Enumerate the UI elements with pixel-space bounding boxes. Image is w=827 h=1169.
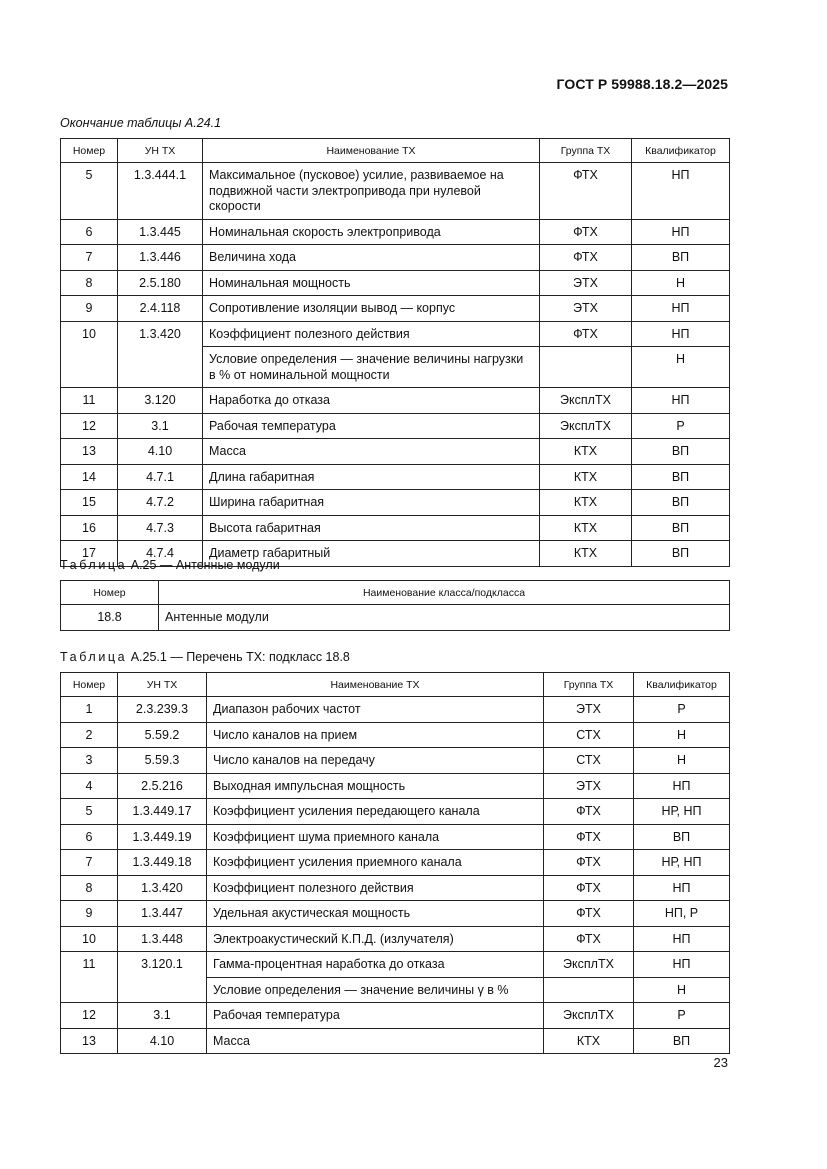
cell-condition-qualifier: Н — [634, 977, 730, 1003]
table-row — [61, 1028, 730, 1054]
cell-qualifier: Р — [634, 1003, 730, 1029]
cell-code: 1.3.447 — [118, 901, 207, 927]
cell-code: 5.59.2 — [118, 722, 207, 748]
table-a24-1 — [60, 138, 730, 567]
cell-name: Коэффициент полезного действия — [203, 321, 540, 347]
cell-number: 9 — [61, 901, 118, 927]
cell-group: ЭТХ — [540, 296, 632, 322]
cell-condition-qualifier: Н — [632, 347, 730, 388]
cell-qualifier: НП — [632, 321, 730, 347]
cell-group: КТХ — [540, 464, 632, 490]
table-row — [61, 388, 730, 414]
col-header-code: УН ТХ — [118, 139, 203, 163]
cell-name: Рабочая температура — [203, 413, 540, 439]
cell-group: СТХ — [544, 722, 634, 748]
col-header-number: Номер — [61, 581, 159, 605]
table-a25 — [60, 580, 730, 631]
cell-code: 4.10 — [118, 1028, 207, 1054]
cell-group: ЭксплТХ — [544, 952, 634, 978]
cell-name: Номинальная мощность — [203, 270, 540, 296]
cell-group: КТХ — [540, 490, 632, 516]
cell-name: Диаметр габаритный — [203, 541, 540, 567]
cell-code: 4.10 — [118, 439, 203, 465]
table-row — [61, 799, 730, 825]
cell-number: 15 — [61, 490, 118, 516]
cell-number: 7 — [61, 245, 118, 271]
cell-number: 8 — [61, 270, 118, 296]
cell-number: 8 — [61, 875, 118, 901]
table-row — [61, 773, 730, 799]
col-header-number: Номер — [61, 673, 118, 697]
cell-group: ФТХ — [544, 799, 634, 825]
table-row — [61, 748, 730, 774]
table-row — [61, 605, 730, 631]
cell-name: Величина хода — [203, 245, 540, 271]
cell-qualifier: НП — [634, 875, 730, 901]
cell-group: ФТХ — [544, 901, 634, 927]
table-header-row — [61, 581, 730, 605]
cell-number: 13 — [61, 1028, 118, 1054]
cell-group: ФТХ — [544, 875, 634, 901]
cell-condition-group — [540, 347, 632, 388]
page-number: 23 — [713, 1055, 728, 1070]
cell-name: Ширина габаритная — [203, 490, 540, 516]
cell-qualifier: НП, Р — [634, 901, 730, 927]
cell-group: ФТХ — [540, 245, 632, 271]
cell-group: ЭТХ — [544, 773, 634, 799]
cell-number: 12 — [61, 413, 118, 439]
cell-code: 1.3.420 — [118, 875, 207, 901]
cell-qualifier: ВП — [632, 439, 730, 465]
table3-caption — [60, 650, 350, 664]
cell-qualifier: Н — [632, 270, 730, 296]
col-header-code: УН ТХ — [118, 673, 207, 697]
cell-group: ЭксплТХ — [540, 388, 632, 414]
cell-code: 1.3.420 — [118, 321, 203, 388]
cell-number: 5 — [61, 163, 118, 220]
cell-qualifier: НР, НП — [634, 850, 730, 876]
cell-number: 10 — [61, 321, 118, 388]
cell-number: 1 — [61, 697, 118, 723]
cell-condition-group — [544, 977, 634, 1003]
table2-caption — [60, 558, 280, 572]
cell-name: Номинальная скорость электропривода — [203, 219, 540, 245]
cell-number: 2 — [61, 722, 118, 748]
table-row — [61, 850, 730, 876]
table-a25-1 — [60, 672, 730, 1054]
cell-code: 1.3.444.1 — [118, 163, 203, 220]
table-row — [61, 413, 730, 439]
cell-name: Электроакустический К.П.Д. (излучателя) — [207, 926, 544, 952]
table-row — [61, 245, 730, 271]
table-row — [61, 296, 730, 322]
cell-code: 3.120.1 — [118, 952, 207, 1003]
cell-name: Коэффициент шума приемного канала — [207, 824, 544, 850]
cell-name: Максимальное (пусковое) усилие, развиваемое на подвижной части электропривода при нулевой скорости — [203, 163, 540, 220]
cell-code: 3.1 — [118, 413, 203, 439]
cell-number: 13 — [61, 439, 118, 465]
cell-number: 6 — [61, 219, 118, 245]
cell-condition-name: Условие определения — значение величины γ в % — [207, 977, 544, 1003]
table-row — [61, 901, 730, 927]
table2-caption-rest: А.25 — Антенные модули — [130, 558, 280, 572]
cell-group: СТХ — [544, 748, 634, 774]
cell-code: 4.7.3 — [118, 515, 203, 541]
cell-number: 5 — [61, 799, 118, 825]
cell-code: 2.3.239.3 — [118, 697, 207, 723]
cell-qualifier: НП — [634, 926, 730, 952]
cell-number: 16 — [61, 515, 118, 541]
cell-name: Длина габаритная — [203, 464, 540, 490]
col-header-qualifier: Квалификатор — [632, 139, 730, 163]
cell-number: 3 — [61, 748, 118, 774]
table-row — [61, 490, 730, 516]
cell-name: Число каналов на передачу — [207, 748, 544, 774]
cell-number: 6 — [61, 824, 118, 850]
cell-group: КТХ — [540, 439, 632, 465]
table3-caption-rest: А.25.1 — Перечень ТХ: подкласс 18.8 — [130, 650, 350, 664]
table-row — [61, 1003, 730, 1029]
table-row — [61, 697, 730, 723]
cell-qualifier: НП — [632, 388, 730, 414]
cell-group: ФТХ — [540, 163, 632, 220]
cell-name: Диапазон рабочих частот — [207, 697, 544, 723]
cell-code: 2.5.180 — [118, 270, 203, 296]
cell-number: 11 — [61, 388, 118, 414]
table-row — [61, 722, 730, 748]
cell-qualifier: Р — [632, 413, 730, 439]
cell-code: 4.7.4 — [118, 541, 203, 567]
cell-code: 1.3.446 — [118, 245, 203, 271]
cell-number: 4 — [61, 773, 118, 799]
cell-code: 4.7.2 — [118, 490, 203, 516]
cell-name: Выходная импульсная мощность — [207, 773, 544, 799]
cell-qualifier: НП — [634, 952, 730, 978]
col-header-qualifier: Квалификатор — [634, 673, 730, 697]
cell-group: ФТХ — [544, 850, 634, 876]
cell-group: ЭксплТХ — [544, 1003, 634, 1029]
col-header-group: Группа ТХ — [540, 139, 632, 163]
cell-qualifier: НП — [632, 219, 730, 245]
cell-name: Коэффициент усиления передающего канала — [207, 799, 544, 825]
cell-qualifier: ВП — [632, 464, 730, 490]
cell-qualifier: ВП — [632, 515, 730, 541]
cell-name: Антенные модули — [159, 605, 730, 631]
document-code: ГОСТ Р 59988.18.2—2025 — [556, 76, 728, 92]
cell-name: Рабочая температура — [207, 1003, 544, 1029]
col-header-name: Наименование ТХ — [207, 673, 544, 697]
col-header-class-name: Наименование класса/подкласса — [159, 581, 730, 605]
cell-group: ЭТХ — [540, 270, 632, 296]
cell-qualifier: ВП — [632, 245, 730, 271]
cell-code: 1.3.449.18 — [118, 850, 207, 876]
cell-number: 12 — [61, 1003, 118, 1029]
col-header-number: Номер — [61, 139, 118, 163]
cell-name: Масса — [203, 439, 540, 465]
cell-qualifier: ВП — [634, 824, 730, 850]
table-row — [61, 219, 730, 245]
cell-name: Коэффициент полезного действия — [207, 875, 544, 901]
table3-caption-word: Таблица — [60, 650, 128, 664]
cell-qualifier: ВП — [632, 541, 730, 567]
cell-qualifier: НР, НП — [634, 799, 730, 825]
cell-group: ФТХ — [544, 926, 634, 952]
cell-name: Наработка до отказа — [203, 388, 540, 414]
cell-group: КТХ — [540, 541, 632, 567]
cell-name: Гамма-процентная наработка до отказа — [207, 952, 544, 978]
table1-caption: Окончание таблицы А.24.1 — [60, 116, 222, 130]
cell-number: 11 — [61, 952, 118, 1003]
table-row — [61, 464, 730, 490]
table-header-row — [61, 139, 730, 163]
table-row — [61, 824, 730, 850]
cell-code: 5.59.3 — [118, 748, 207, 774]
cell-number: 9 — [61, 296, 118, 322]
cell-code: 3.120 — [118, 388, 203, 414]
cell-name: Сопротивление изоляции вывод — корпус — [203, 296, 540, 322]
table-row — [61, 163, 730, 220]
col-header-name: Наименование ТХ — [203, 139, 540, 163]
cell-number: 17 — [61, 541, 118, 567]
cell-code: 2.5.216 — [118, 773, 207, 799]
cell-number: 18.8 — [61, 605, 159, 631]
cell-qualifier: Р — [634, 697, 730, 723]
cell-condition-name: Условие определения — значение величины нагрузки в % от номинальной мощности — [203, 347, 540, 388]
cell-name: Коэффициент усиления приемного канала — [207, 850, 544, 876]
table-row — [61, 952, 730, 978]
table-row — [61, 270, 730, 296]
table-row — [61, 875, 730, 901]
cell-qualifier: Н — [634, 748, 730, 774]
cell-qualifier: НП — [634, 773, 730, 799]
cell-group: КТХ — [544, 1028, 634, 1054]
table-header-row — [61, 673, 730, 697]
cell-name: Число каналов на прием — [207, 722, 544, 748]
cell-name: Высота габаритная — [203, 515, 540, 541]
cell-group: КТХ — [540, 515, 632, 541]
cell-group: ФТХ — [540, 219, 632, 245]
table-row — [61, 926, 730, 952]
cell-qualifier: ВП — [632, 490, 730, 516]
cell-qualifier: НП — [632, 296, 730, 322]
cell-code: 1.3.449.17 — [118, 799, 207, 825]
cell-code: 1.3.449.19 — [118, 824, 207, 850]
table2-caption-word: Таблица — [60, 558, 128, 572]
cell-group: ФТХ — [544, 824, 634, 850]
cell-code: 3.1 — [118, 1003, 207, 1029]
table-row — [61, 321, 730, 347]
cell-name: Удельная акустическая мощность — [207, 901, 544, 927]
table-row — [61, 439, 730, 465]
cell-qualifier: НП — [632, 163, 730, 220]
cell-code: 1.3.445 — [118, 219, 203, 245]
table-row — [61, 515, 730, 541]
cell-name: Масса — [207, 1028, 544, 1054]
cell-group: ЭксплТХ — [540, 413, 632, 439]
cell-qualifier: Н — [634, 722, 730, 748]
cell-group: ФТХ — [540, 321, 632, 347]
cell-code: 4.7.1 — [118, 464, 203, 490]
cell-qualifier: ВП — [634, 1028, 730, 1054]
cell-group: ЭТХ — [544, 697, 634, 723]
cell-code: 1.3.448 — [118, 926, 207, 952]
cell-number: 7 — [61, 850, 118, 876]
cell-code: 2.4.118 — [118, 296, 203, 322]
cell-number: 10 — [61, 926, 118, 952]
col-header-group: Группа ТХ — [544, 673, 634, 697]
cell-number: 14 — [61, 464, 118, 490]
